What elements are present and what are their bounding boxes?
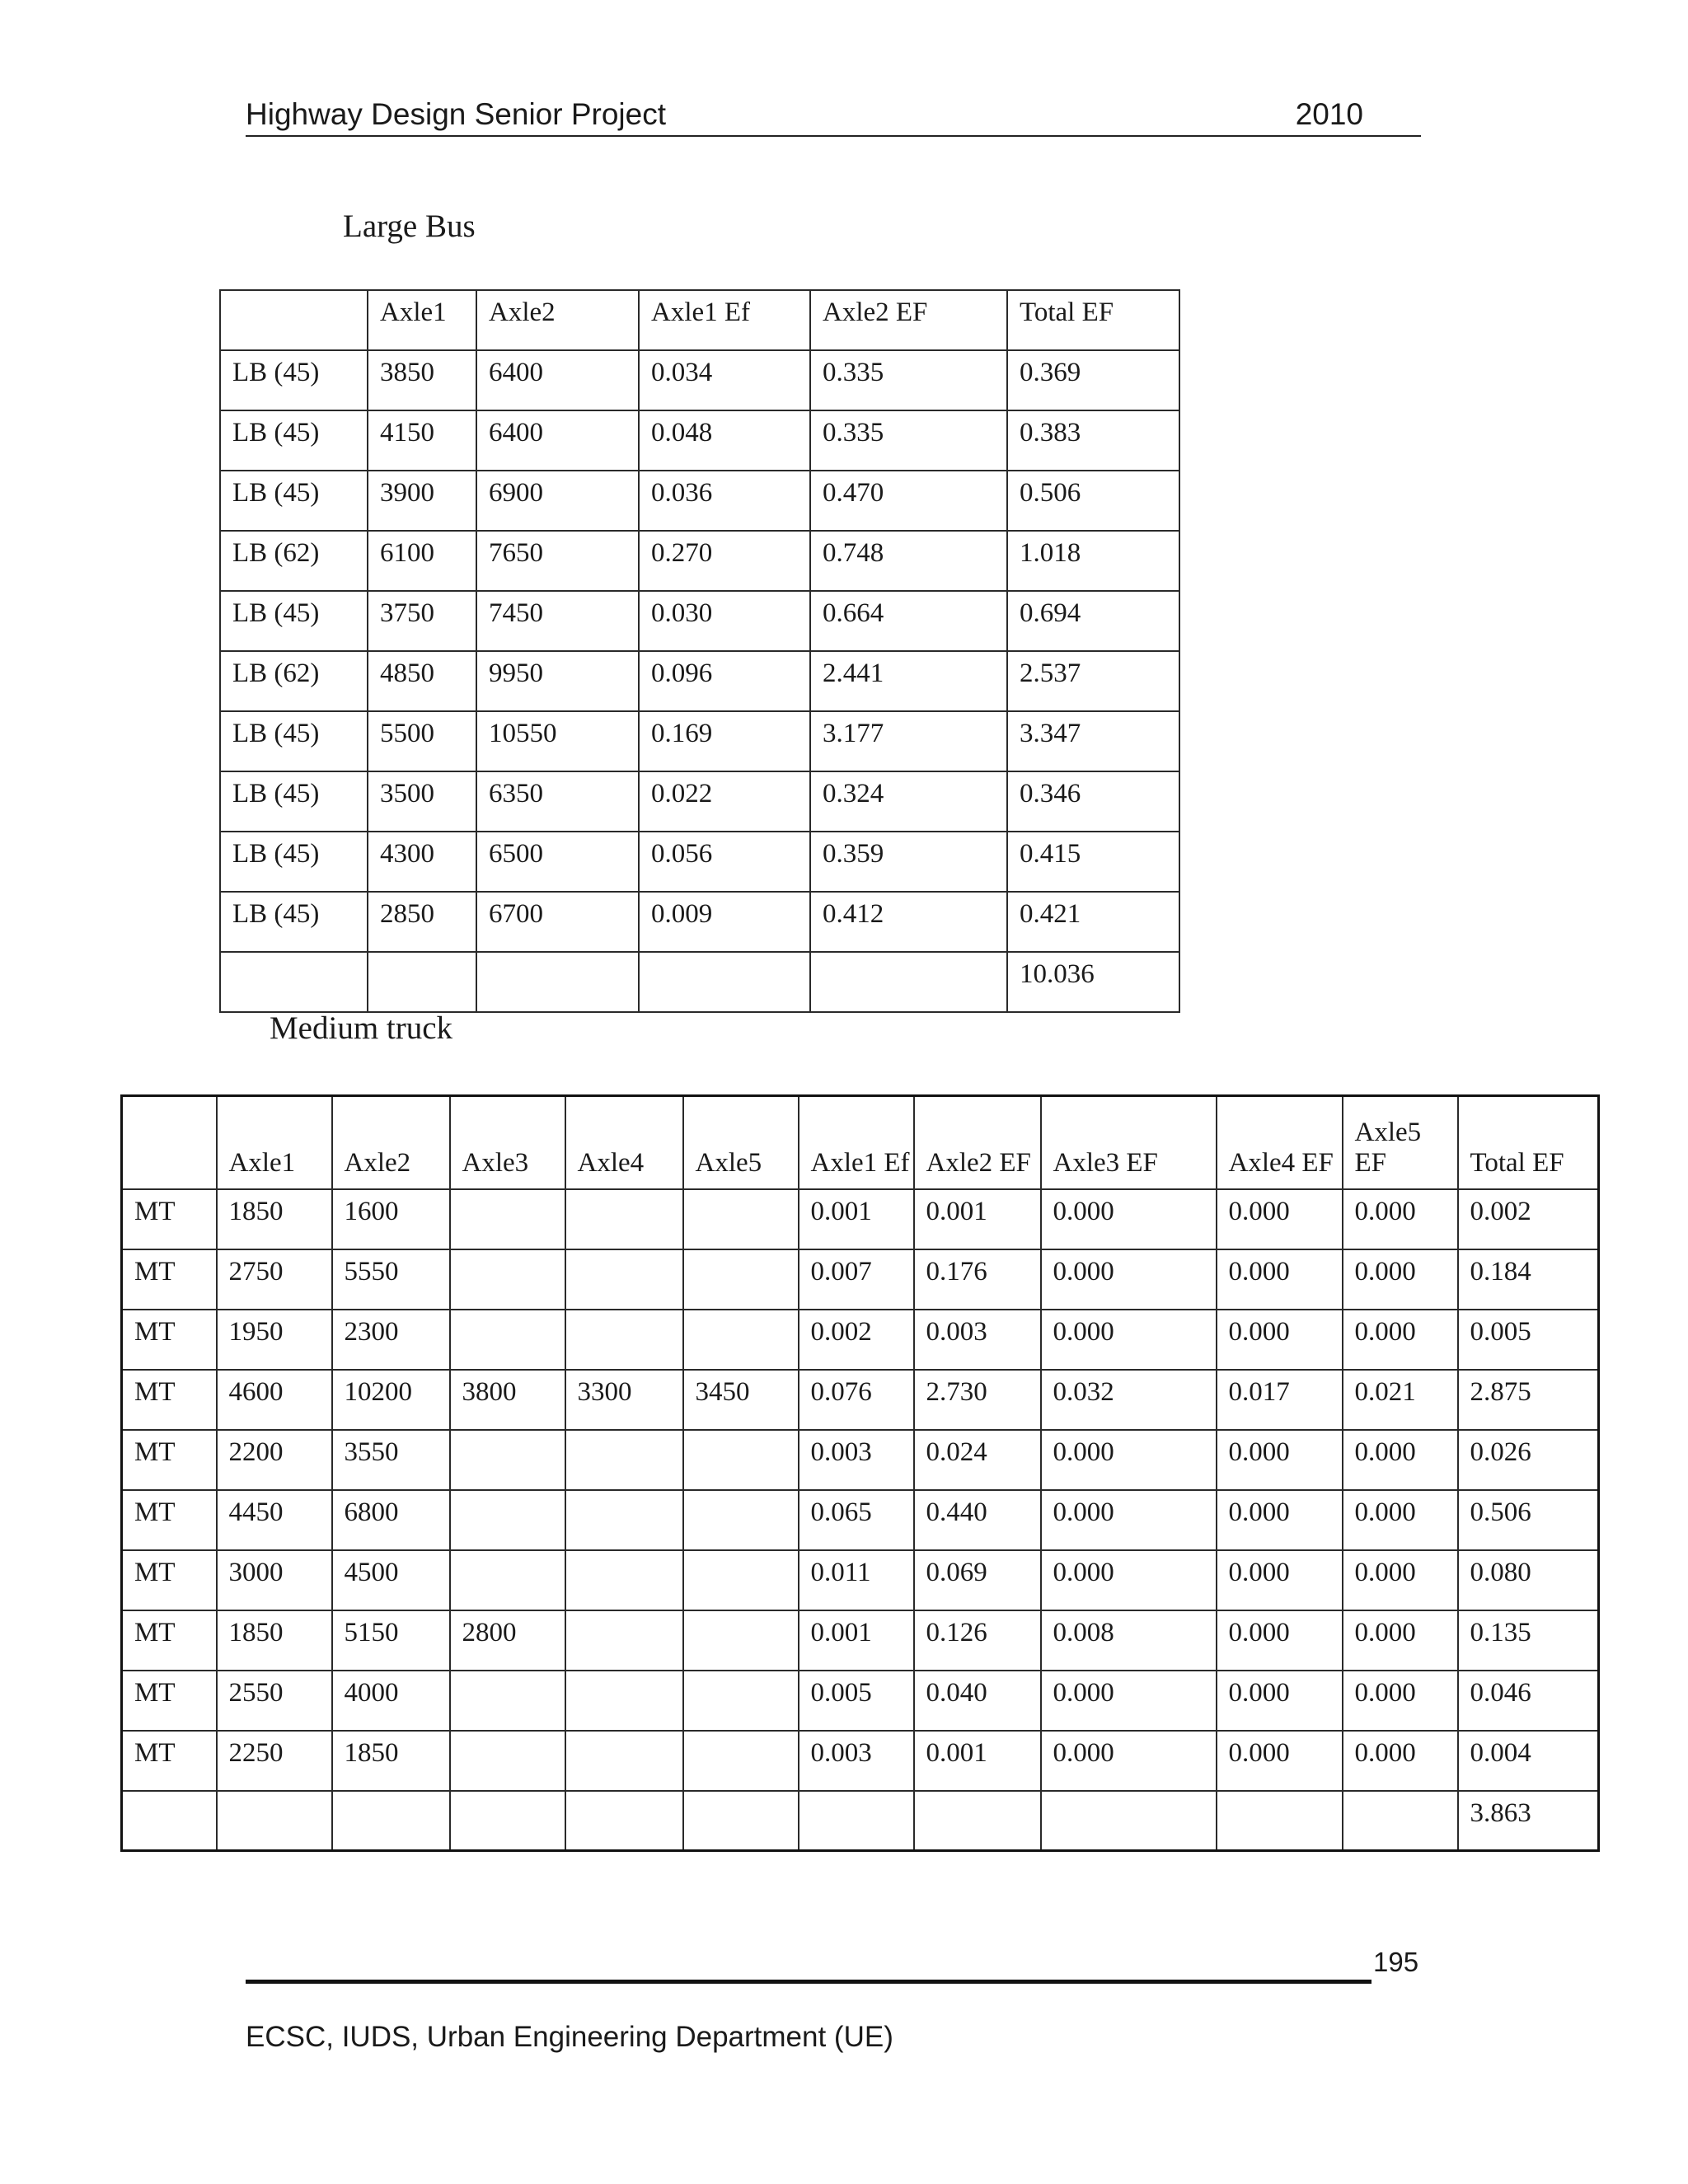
table-cell: 1950 [217, 1310, 332, 1370]
table-cell: 1600 [332, 1189, 450, 1249]
table-cell: LB (45) [220, 471, 368, 531]
table-cell: 0.009 [639, 892, 810, 952]
table-cell: 2.730 [914, 1370, 1041, 1430]
table-cell: 0.000 [1217, 1249, 1343, 1310]
table-cell: 0.000 [1217, 1189, 1343, 1249]
table-cell: LB (45) [220, 591, 368, 651]
table-row [220, 410, 1179, 471]
table-cell: MT [122, 1610, 217, 1671]
table-cell: MT [122, 1550, 217, 1610]
table-cell: 0.383 [1007, 410, 1179, 471]
large-bus-caption: Large Bus [343, 209, 476, 244]
table-cell: 0.412 [810, 892, 1007, 952]
table-cell: 0.022 [639, 771, 810, 832]
table-cell [565, 1490, 683, 1550]
table-cell [810, 952, 1007, 1012]
table-cell: MT [122, 1490, 217, 1550]
table-cell: 0.126 [914, 1610, 1041, 1671]
table-cell [450, 1490, 565, 1550]
table-cell: 0.026 [1458, 1430, 1599, 1490]
table-cell [450, 1550, 565, 1610]
table-cell: 4300 [368, 832, 476, 892]
table-cell: 0.003 [799, 1731, 914, 1791]
column-header: Axle4 [565, 1096, 683, 1189]
table-row [122, 1189, 1599, 1249]
header-title: Highway Design Senior Project [246, 97, 667, 131]
table-cell: 0.004 [1458, 1731, 1599, 1791]
table-cell: 0.007 [799, 1249, 914, 1310]
table-cell: 4150 [368, 410, 476, 471]
table-cell [683, 1310, 799, 1370]
table-cell: 1850 [217, 1610, 332, 1671]
table-cell [683, 1791, 799, 1851]
table-cell [450, 1189, 565, 1249]
table-cell: 0.000 [1041, 1490, 1217, 1550]
table-cell: 0.415 [1007, 832, 1179, 892]
table-cell: 1850 [217, 1189, 332, 1249]
table-cell [683, 1430, 799, 1490]
table-cell: 2.537 [1007, 651, 1179, 711]
column-header: Axle2 [332, 1096, 450, 1189]
table-row [220, 350, 1179, 410]
table-row [122, 1249, 1599, 1310]
table-cell: 3300 [565, 1370, 683, 1430]
table-cell: 4850 [368, 651, 476, 711]
column-header: Axle2 EF [914, 1096, 1041, 1189]
table-cell [332, 1791, 450, 1851]
table-cell: 3450 [683, 1370, 799, 1430]
table-cell [450, 1430, 565, 1490]
table-row [122, 1731, 1599, 1791]
column-header: Axle2 [476, 290, 639, 350]
table-cell: 0.002 [1458, 1189, 1599, 1249]
table-cell: 0.021 [1343, 1370, 1458, 1430]
table-cell: 3800 [450, 1370, 565, 1430]
table-cell [476, 952, 639, 1012]
table-cell: 0.748 [810, 531, 1007, 591]
table-row [220, 892, 1179, 952]
table-cell [565, 1189, 683, 1249]
table-cell: 3.863 [1458, 1791, 1599, 1851]
table-row [122, 1791, 1599, 1851]
table-cell: 0.335 [810, 350, 1007, 410]
table-cell: 7650 [476, 531, 639, 591]
table-cell: 0.008 [1041, 1610, 1217, 1671]
table-cell: 0.003 [914, 1310, 1041, 1370]
table-cell: 10.036 [1007, 952, 1179, 1012]
table-cell: 5500 [368, 711, 476, 771]
table-cell: 0.324 [810, 771, 1007, 832]
table-cell: 4000 [332, 1671, 450, 1731]
table-cell [122, 1791, 217, 1851]
table-row [220, 471, 1179, 531]
table-cell [565, 1671, 683, 1731]
table-cell: LB (62) [220, 531, 368, 591]
table-row [220, 591, 1179, 651]
table-cell [683, 1610, 799, 1671]
table-row [220, 952, 1179, 1012]
table-cell: 0.001 [799, 1189, 914, 1249]
column-header: Axle5 EF [1343, 1096, 1458, 1189]
table-cell: 0.001 [799, 1610, 914, 1671]
table-cell: 0.000 [1217, 1490, 1343, 1550]
table-cell [639, 952, 810, 1012]
table-row [220, 832, 1179, 892]
table-cell: 0.000 [1217, 1731, 1343, 1791]
table-cell [914, 1791, 1041, 1851]
table-cell: 0.000 [1343, 1671, 1458, 1731]
table-cell: 0.694 [1007, 591, 1179, 651]
table-cell: 0.032 [1041, 1370, 1217, 1430]
table-cell [565, 1249, 683, 1310]
table-cell [565, 1610, 683, 1671]
table-cell: 2.441 [810, 651, 1007, 711]
column-header: Total EF [1458, 1096, 1599, 1189]
table-cell: 0.506 [1458, 1490, 1599, 1550]
table-cell: 0.000 [1217, 1310, 1343, 1370]
table-cell: 2750 [217, 1249, 332, 1310]
table-cell: 6900 [476, 471, 639, 531]
table-row [220, 531, 1179, 591]
table-cell: 0.184 [1458, 1249, 1599, 1310]
large-bus-table [219, 289, 1180, 1013]
column-header: Axle1 Ef [799, 1096, 914, 1189]
table-cell: 10200 [332, 1370, 450, 1430]
table-cell [1343, 1791, 1458, 1851]
table-cell: 6400 [476, 410, 639, 471]
table-cell: 0.056 [639, 832, 810, 892]
table-cell: 4450 [217, 1490, 332, 1550]
table-cell: 0.421 [1007, 892, 1179, 952]
table-cell: LB (45) [220, 832, 368, 892]
table-cell: 6800 [332, 1490, 450, 1550]
table-cell: LB (45) [220, 771, 368, 832]
table-cell: 0.065 [799, 1490, 914, 1550]
table-cell [450, 1671, 565, 1731]
table-cell: 0.048 [639, 410, 810, 471]
table-cell: 0.000 [1041, 1430, 1217, 1490]
table-cell: LB (62) [220, 651, 368, 711]
table-cell [565, 1731, 683, 1791]
table-row [122, 1550, 1599, 1610]
table-cell: 0.169 [639, 711, 810, 771]
table-cell: 0.664 [810, 591, 1007, 651]
footer-text: ECSC, IUDS, Urban Engineering Department (UE) [246, 2021, 893, 2053]
table-cell: 0.335 [810, 410, 1007, 471]
column-header: Axle3 [450, 1096, 565, 1189]
table-cell: 0.024 [914, 1430, 1041, 1490]
table-cell: 0.369 [1007, 350, 1179, 410]
table-cell [1041, 1791, 1217, 1851]
header-row [122, 1096, 1599, 1189]
table-cell: 0.030 [639, 591, 810, 651]
column-header: Axle3 EF [1041, 1096, 1217, 1189]
table-cell [565, 1310, 683, 1370]
table-cell: 0.034 [639, 350, 810, 410]
table-cell [565, 1550, 683, 1610]
table-cell: 0.000 [1343, 1490, 1458, 1550]
column-header: Axle1 [368, 290, 476, 350]
table-cell: MT [122, 1189, 217, 1249]
table-cell: 5550 [332, 1249, 450, 1310]
table-cell: 1850 [332, 1731, 450, 1791]
table-cell: 0.005 [1458, 1310, 1599, 1370]
table-cell [683, 1731, 799, 1791]
table-cell: 0.135 [1458, 1610, 1599, 1671]
table-cell: 6350 [476, 771, 639, 832]
table-row [220, 771, 1179, 832]
table-cell: 6400 [476, 350, 639, 410]
column-header: Axle2 EF [810, 290, 1007, 350]
table-cell: MT [122, 1430, 217, 1490]
page-number: 195 [1373, 1947, 1419, 1977]
table-cell [565, 1430, 683, 1490]
table-cell: LB (45) [220, 350, 368, 410]
table-cell: 3500 [368, 771, 476, 832]
table-cell: 0.046 [1458, 1671, 1599, 1731]
table-cell: 0.001 [914, 1189, 1041, 1249]
table-cell: 3750 [368, 591, 476, 651]
table-cell: 3000 [217, 1550, 332, 1610]
table-cell: 0.000 [1041, 1731, 1217, 1791]
table-cell: 0.000 [1217, 1610, 1343, 1671]
table-cell: 0.000 [1217, 1430, 1343, 1490]
table-cell [565, 1791, 683, 1851]
table-cell: 0.000 [1041, 1671, 1217, 1731]
table-cell: 10550 [476, 711, 639, 771]
table-cell: 1.018 [1007, 531, 1179, 591]
table-cell [683, 1249, 799, 1310]
table-cell: 0.000 [1041, 1189, 1217, 1249]
header-row [220, 290, 1179, 350]
table-cell: 0.000 [1041, 1550, 1217, 1610]
table-cell [450, 1310, 565, 1370]
table-cell [683, 1490, 799, 1550]
table-cell: 0.000 [1041, 1310, 1217, 1370]
table-cell: 0.000 [1343, 1430, 1458, 1490]
table-cell: LB (45) [220, 892, 368, 952]
table-cell: 0.069 [914, 1550, 1041, 1610]
table-cell [450, 1731, 565, 1791]
table-cell: 0.359 [810, 832, 1007, 892]
table-cell: 0.440 [914, 1490, 1041, 1550]
table-row [122, 1430, 1599, 1490]
table-cell: 0.036 [639, 471, 810, 531]
table-cell: 0.000 [1217, 1671, 1343, 1731]
table-cell: 0.506 [1007, 471, 1179, 531]
table-cell: LB (45) [220, 410, 368, 471]
table-cell: 0.000 [1343, 1310, 1458, 1370]
table-cell: 0.040 [914, 1671, 1041, 1731]
table-cell [220, 952, 368, 1012]
table-cell: 0.096 [639, 651, 810, 711]
table-row [122, 1610, 1599, 1671]
table-cell: 4500 [332, 1550, 450, 1610]
table-cell: 3850 [368, 350, 476, 410]
table-cell: 0.000 [1343, 1249, 1458, 1310]
table-cell: 2.875 [1458, 1370, 1599, 1430]
table-cell: 0.000 [1343, 1731, 1458, 1791]
column-header [220, 290, 368, 350]
table-row [220, 651, 1179, 711]
table-row [122, 1671, 1599, 1731]
table-cell: MT [122, 1370, 217, 1430]
table-cell: 0.000 [1041, 1249, 1217, 1310]
medium-truck-caption: Medium truck [270, 1010, 453, 1046]
column-header: Axle5 [683, 1096, 799, 1189]
table-row [122, 1490, 1599, 1550]
table-cell: 3550 [332, 1430, 450, 1490]
table-cell: MT [122, 1671, 217, 1731]
table-cell: 3.177 [810, 711, 1007, 771]
table-cell: 0.346 [1007, 771, 1179, 832]
table-cell: LB (45) [220, 711, 368, 771]
table-cell [217, 1791, 332, 1851]
column-header: Axle1 [217, 1096, 332, 1189]
table-cell: 3900 [368, 471, 476, 531]
table-cell [683, 1671, 799, 1731]
table-cell [1217, 1791, 1343, 1851]
medium-truck-table [120, 1094, 1600, 1852]
table-cell: MT [122, 1731, 217, 1791]
table-cell: 2200 [217, 1430, 332, 1490]
table-cell: 2250 [217, 1731, 332, 1791]
table-cell: 0.011 [799, 1550, 914, 1610]
table-cell: 0.000 [1343, 1189, 1458, 1249]
table-row [122, 1370, 1599, 1430]
table-cell: 0.470 [810, 471, 1007, 531]
table-cell: 7450 [476, 591, 639, 651]
column-header: Total EF [1007, 290, 1179, 350]
table-cell: 0.005 [799, 1671, 914, 1731]
table-row [122, 1310, 1599, 1370]
table-cell: 0.080 [1458, 1550, 1599, 1610]
header-year: 2010 [1295, 97, 1363, 131]
table-cell: 5150 [332, 1610, 450, 1671]
table-cell: 2300 [332, 1310, 450, 1370]
table-cell [450, 1791, 565, 1851]
table-cell: 3.347 [1007, 711, 1179, 771]
table-cell: 0.076 [799, 1370, 914, 1430]
table-cell [368, 952, 476, 1012]
table-cell [683, 1550, 799, 1610]
table-cell: 6500 [476, 832, 639, 892]
table-cell: 2800 [450, 1610, 565, 1671]
table-cell [799, 1791, 914, 1851]
table-cell: 6700 [476, 892, 639, 952]
table-cell [683, 1189, 799, 1249]
column-header: Axle1 Ef [639, 290, 810, 350]
page-header [246, 97, 1421, 137]
column-header [122, 1096, 217, 1189]
column-header: Axle4 EF [1217, 1096, 1343, 1189]
table-cell: 4600 [217, 1370, 332, 1430]
table-cell: 2850 [368, 892, 476, 952]
table-cell: 2550 [217, 1671, 332, 1731]
table-row [220, 711, 1179, 771]
table-cell: 0.176 [914, 1249, 1041, 1310]
table-cell: 0.003 [799, 1430, 914, 1490]
table-cell: 0.000 [1217, 1550, 1343, 1610]
table-cell: 6100 [368, 531, 476, 591]
footer-rule [246, 1980, 1372, 1984]
table-cell: 0.001 [914, 1731, 1041, 1791]
table-cell [450, 1249, 565, 1310]
table-cell: 0.000 [1343, 1550, 1458, 1610]
table-cell: 0.270 [639, 531, 810, 591]
table-cell: 9950 [476, 651, 639, 711]
table-cell: MT [122, 1249, 217, 1310]
table-cell: 0.017 [1217, 1370, 1343, 1430]
table-cell: 0.000 [1343, 1610, 1458, 1671]
table-cell: 0.002 [799, 1310, 914, 1370]
table-cell: MT [122, 1310, 217, 1370]
